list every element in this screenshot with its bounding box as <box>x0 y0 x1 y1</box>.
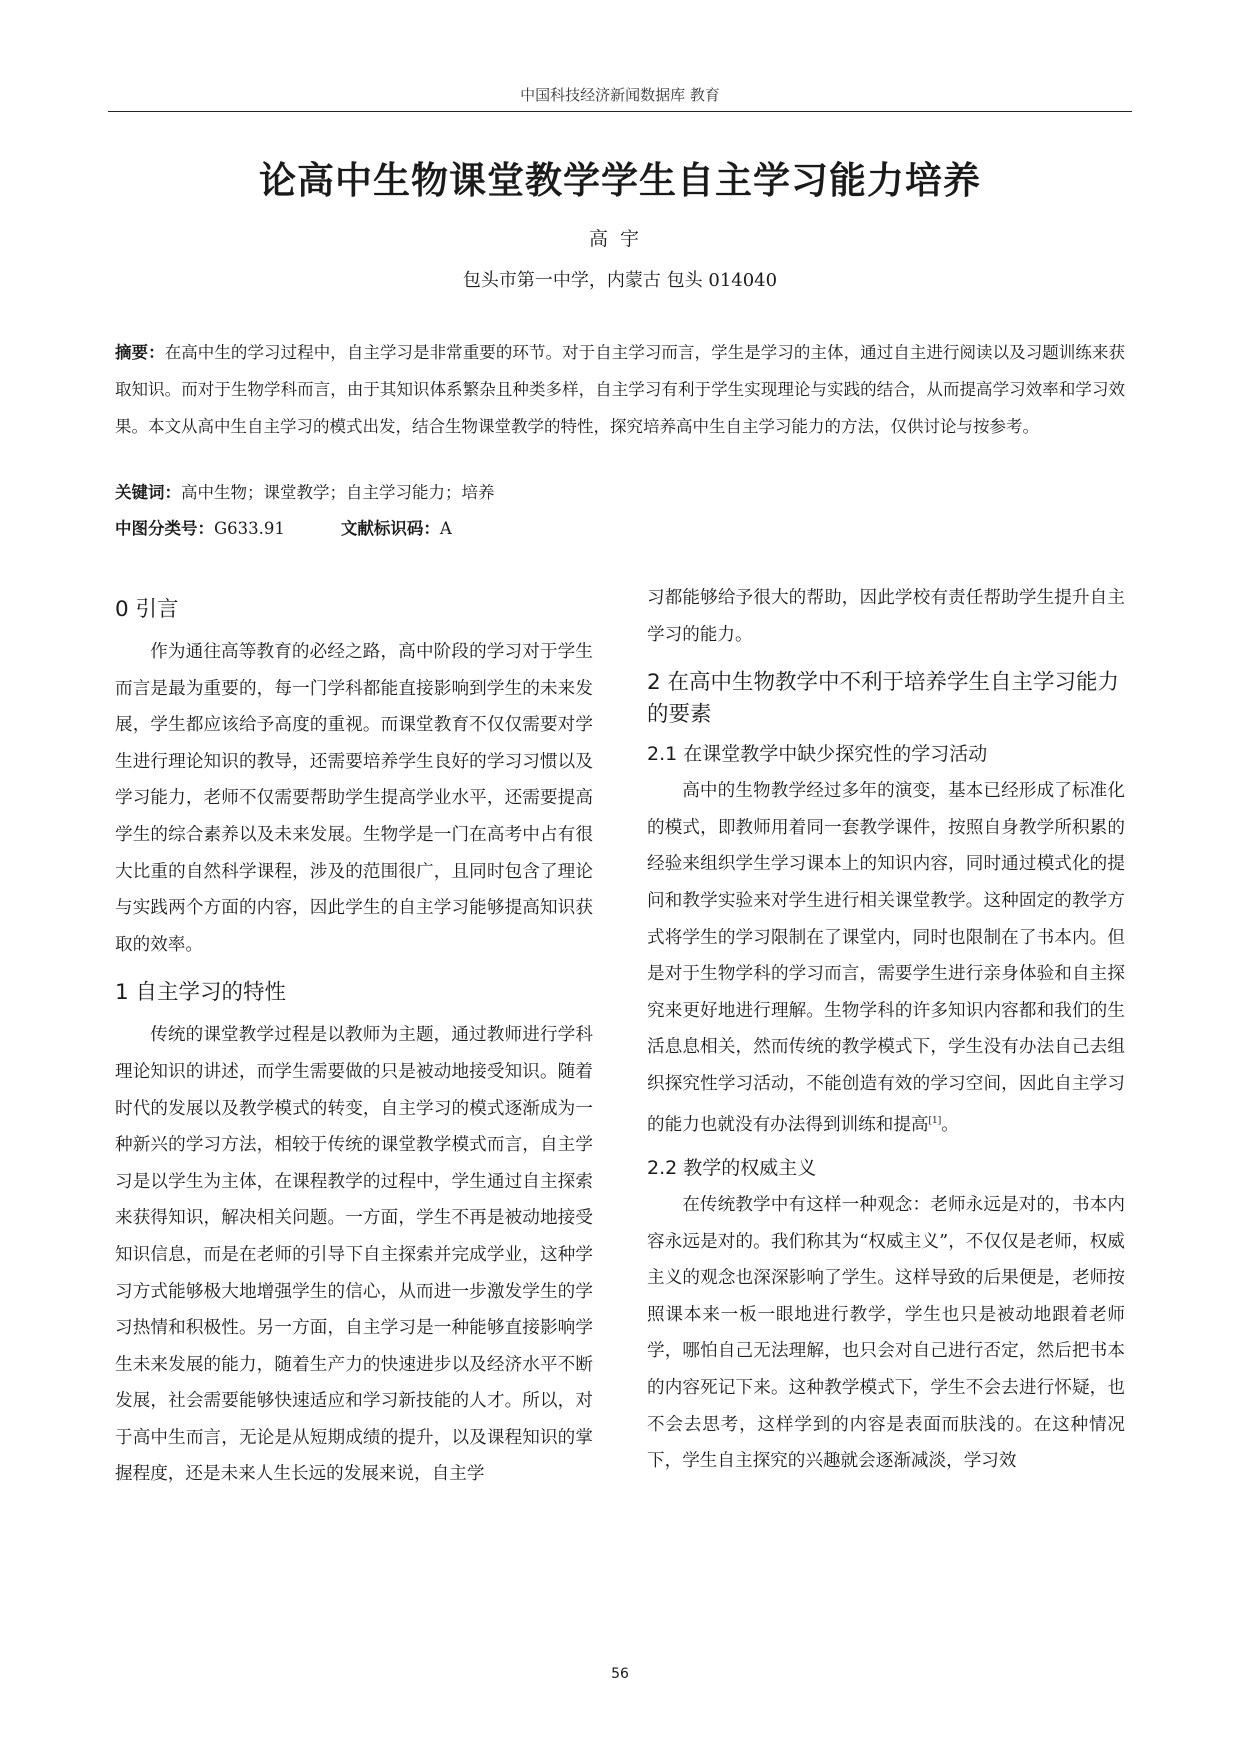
clc-label: 中图分类号： <box>115 519 214 538</box>
section-1-paragraph: 传统的课堂教学过程是以教师为主题，通过教师进行学科理论知识的讲述，而学生需要做的只是被动地接受知识。随着时代的发展以及教学模式的转变，自主学习的模式逐渐成为一种新兴的学习方法，相较于传统的课堂教学模式而言，自主学习是以学生为主体，在课程教学的过程中，学生通过自主探索来获得知识，解决相关问题。一方面，学生不再是被动地接受知识信息，而是在老师的引导下自主探索并完成学业，这种学习方式能够极大地增强学生的信心，从而进一步激发学生的学习热情和积极性。另一方面，自主学习是一种能够直接影响学生未来发展的能力，随着生产力的快速进步以及经济水平不断发展，社会需要能够快速适应和学习新技能的人才。所以，对于高中生而言，无论是从短期成绩的提升，以及课程知识的掌握程度，还是未来人生长远的发展来说，自主学 <box>115 1025 593 1485</box>
author-affiliation: 包头市第一中学，内蒙古 包头 014040 <box>462 270 778 291</box>
section-0-paragraph: 作为通往高等教育的必经之路，高中阶段的学习对于学生而言是最为重要的，每一门学科都能直接影响到学生的未来发展，学生都应该给予高度的重视。而课堂教育不仅仅需要对学生进行理论知识的教导，还需要培养学生良好的学习习惯以及学习能力，老师不仅需要帮助学生提高学业水平，还需要提高学生的综合素养以及未来发展。生物学是一门在高考中占有很大比重的自然科学课程，涉及的范围很广，且同时包含了理论与实践两个方面的内容，因此学生的自主学习能够提高知识获取的效率。 <box>115 642 593 955</box>
classification-line <box>115 514 1125 544</box>
section-2-heading: 2 在高中生物教学中不利于培养学生自主学习能力的要素 <box>647 670 1120 728</box>
section-0-heading: 0 引言 <box>115 597 179 622</box>
clc-value: G633.91 <box>214 519 285 538</box>
doc-code-value: A <box>439 519 452 538</box>
section-1-heading: 1 自主学习的特性 <box>115 980 287 1006</box>
section-2-1-end: 。 <box>941 1114 959 1135</box>
paper-title: 论高中生物课堂教学学生自主学习能力培养 <box>259 159 981 202</box>
left-column <box>115 588 593 1493</box>
running-header: 中国科技经济新闻数据库 教育 <box>520 86 720 104</box>
section-2-1-heading: 2.1 在课堂教学中缺少探究性的学习活动 <box>647 743 988 766</box>
keywords <box>115 478 1125 508</box>
keywords-text: 高中生物；课堂教学；自主学习能力；培养 <box>181 483 495 502</box>
page-number: 56 <box>611 1666 629 1682</box>
header-rule <box>108 111 1132 112</box>
section-2-1-paragraph <box>647 773 1125 1143</box>
abstract-text: 在高中生的学习过程中，自主学习是非常重要的环节。对于自主学习而言，学生是学习的主体，通过自主进行阅读以及习题训练来获取知识。而对于生物学科而言，由于其知识体系繁杂且种类多样，自主学习有利于学生实现理论与实践的结合，从而提高学习效率和学习效果。本文从高中生自主学习的模式出发，结合生物课堂教学的特性，探究培养高中生自主学习能力的方法，仅供讨论与按参考。 <box>115 343 1126 436</box>
section-1-paragraph-continued: 习都能够给予很大的帮助，因此学校有责任帮助学生提升自主学习的能力。 <box>647 588 1125 645</box>
abstract-label: 摘要： <box>115 343 165 362</box>
section-2-2-paragraph: 在传统教学中有这样一种观念：老师永远是对的，书本内容永远是对的。我们称其为“权威主义”，不仅仅是老师，权威主义的观念也深深影响了学生。这样导致的后果便是，老师按照课本来一板一眼地进行教学，学生也只是被动地跟着老师学，哪怕自己无法理解，也只会对自己进行否定，然后把书本的内容死记下来。这种教学模式下，学生不会去进行怀疑，也不会去思考，这样学到的内容是表面而肤浅的。在这种情况下，学生自主探究的兴趣就会逐渐减淡，学习效 <box>647 1194 1125 1472</box>
citation-ref: [1] <box>928 1115 942 1126</box>
section-2-2-heading: 2.2 教学的权威主义 <box>647 1156 817 1179</box>
author-name: 高宇 <box>588 228 651 250</box>
right-column <box>647 580 1125 1480</box>
doc-code-label: 文献标识码： <box>340 519 440 538</box>
keywords-label: 关键词： <box>115 483 181 502</box>
section-2-1-text: 高中的生物教学经过多年的演变，基本已经形成了标准化的模式，即教师用着同一套教学课件，按照自身教学所积累的经验来组织学生学习课本上的知识内容，同时通过模式化的提问和教学实验来对学生进行相关课堂教学。这种固定的教学方式将学生的学习限制在了课堂内，同时也限制在了书本内。但是对于生物学科的学习而言，需要学生进行亲身体验和自主探究来更好地进行理解。生物学科的许多知识内容都和我们的生活息息相关，然而传统的教学模式下，学生没有办法自己去组织探究性学习活动，不能创造有效的学习空间，因此自主学习的能力也就没有办法得到训练和提高 <box>647 781 1125 1135</box>
abstract <box>115 334 1125 445</box>
